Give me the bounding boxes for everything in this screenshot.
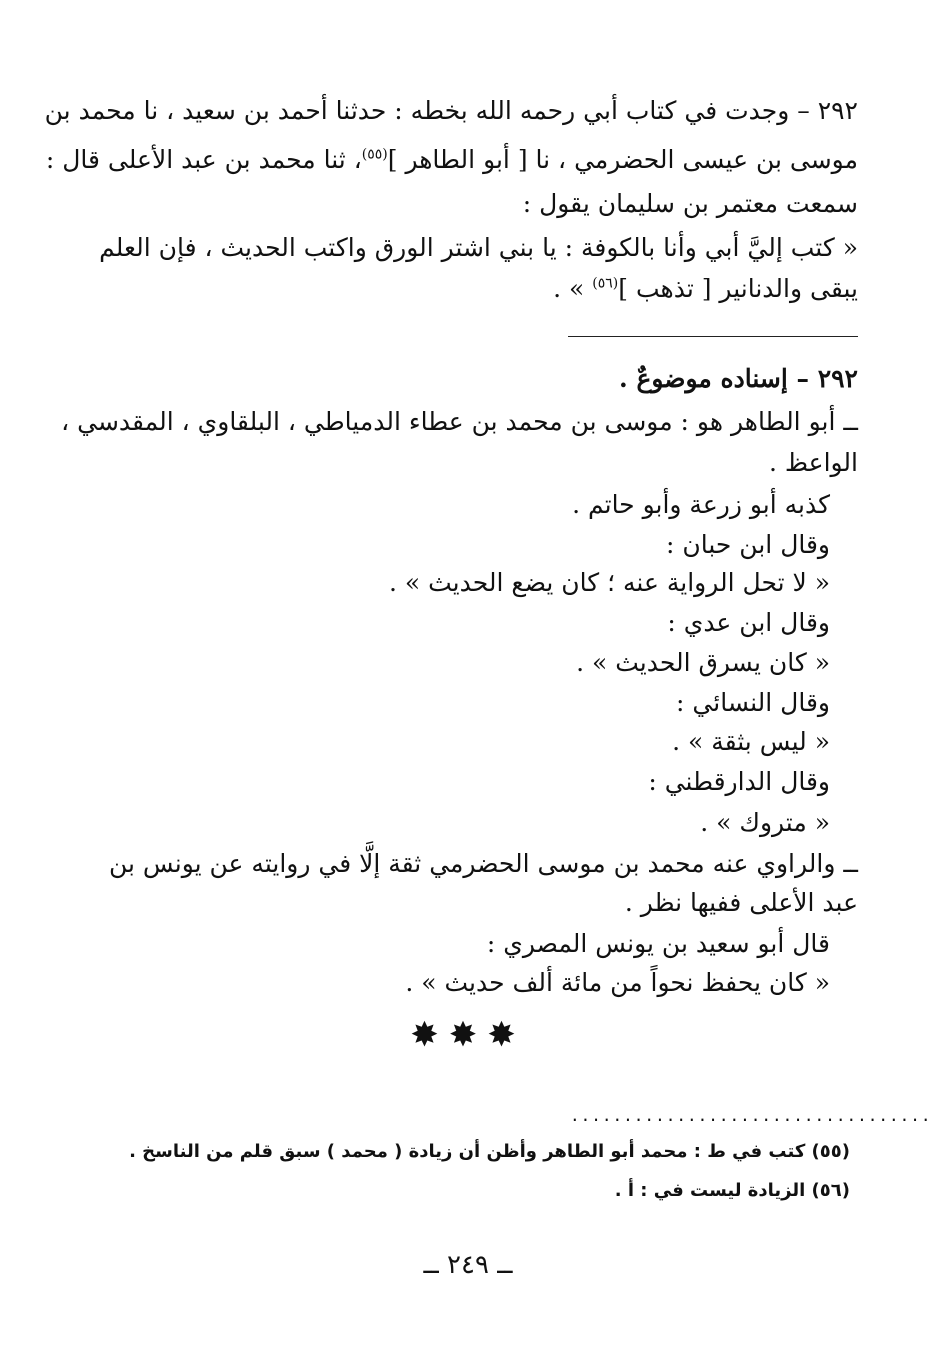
hadith-line-2-part-b: ، ثنا محمد بن عبد الأعلى قال :: [45, 145, 362, 174]
commentary-line-10: وقال الدارقطني :: [648, 767, 830, 796]
hadith-line-5: [553, 272, 858, 306]
commentary-line-3: كذبه أبو زرعة وأبو حاتم .: [572, 490, 830, 519]
section-divider: [568, 336, 858, 337]
footnote-56: (٥٦) الزيادة ليست في : أ .: [614, 1180, 850, 1201]
footnote-55: (٥٥) كتب في ط : محمد أبو الطاهر وأظن أن زيادة ( محمد ) سبق قلم من الناسخ .: [129, 1141, 850, 1162]
hadith-line-5-part-b: » .: [553, 274, 585, 303]
hadith-line-4: « كتب إليَّ أبي وأنا بالكوفة : يا بني اشتر الورق واكتب الحديث ، فإن العلم: [99, 233, 858, 262]
hadith-line-5-part-a: يبقى والدنانير [ تذهب ]: [618, 274, 858, 303]
commentary-line-5: « لا تحل الرواية عنه ؛ كان يضع الحديث » .: [389, 568, 830, 597]
footnote-ref-55: (٥٥): [361, 146, 388, 163]
commentary-line-2: الواعظ .: [769, 448, 858, 477]
commentary-line-9: « ليس بثقة » .: [672, 727, 830, 756]
commentary-heading: ٢٩٢ – إسناده موضوعٌ .: [619, 364, 858, 393]
commentary-line-4: وقال ابن حبان :: [666, 530, 830, 559]
hadith-line-3: سمعت معتمر بن سليمان يقول :: [522, 189, 858, 218]
commentary-line-8: وقال النسائي :: [676, 688, 830, 717]
commentary-line-7: « كان يسرق الحديث » .: [576, 648, 830, 677]
commentary-line-6: وقال ابن عدي :: [667, 608, 830, 637]
footnote-ref-56: (٥٦): [592, 275, 619, 292]
commentary-line-12: ــ والراوي عنه محمد بن موسى الحضرمي ثقة إلَّا في روايته عن يونس بن: [108, 849, 858, 878]
hadith-line-2: [45, 143, 858, 177]
hadith-line-1: ٢٩٢ – وجدت في كتاب أبي رحمه الله بخطه : حدثنا أحمد بن سعيد ، نا محمد بن: [44, 96, 858, 125]
commentary-line-15: « كان يحفظ نحواً من مائة ألف حديث » .: [405, 968, 830, 997]
commentary-line-1: ــ أبو الطاهر هو : موسى بن محمد بن عطاء الدمياطي ، البلقاوي ، المقدسي ،: [61, 407, 858, 436]
footnote-rule: ..................................: [570, 1106, 932, 1125]
commentary-line-13: عبد الأعلى ففيها نظر .: [624, 888, 858, 917]
star-separator: ✸✸✸: [410, 1015, 526, 1055]
hadith-line-2-part-a: موسى بن عيسى الحضرمي ، نا [ أبو الطاهر ]: [387, 145, 858, 174]
commentary-line-11: « متروك » .: [700, 808, 830, 837]
commentary-line-14: قال أبو سعيد بن يونس المصري :: [486, 929, 830, 958]
page-number: ــ ٢٤٩ ــ: [423, 1250, 513, 1280]
